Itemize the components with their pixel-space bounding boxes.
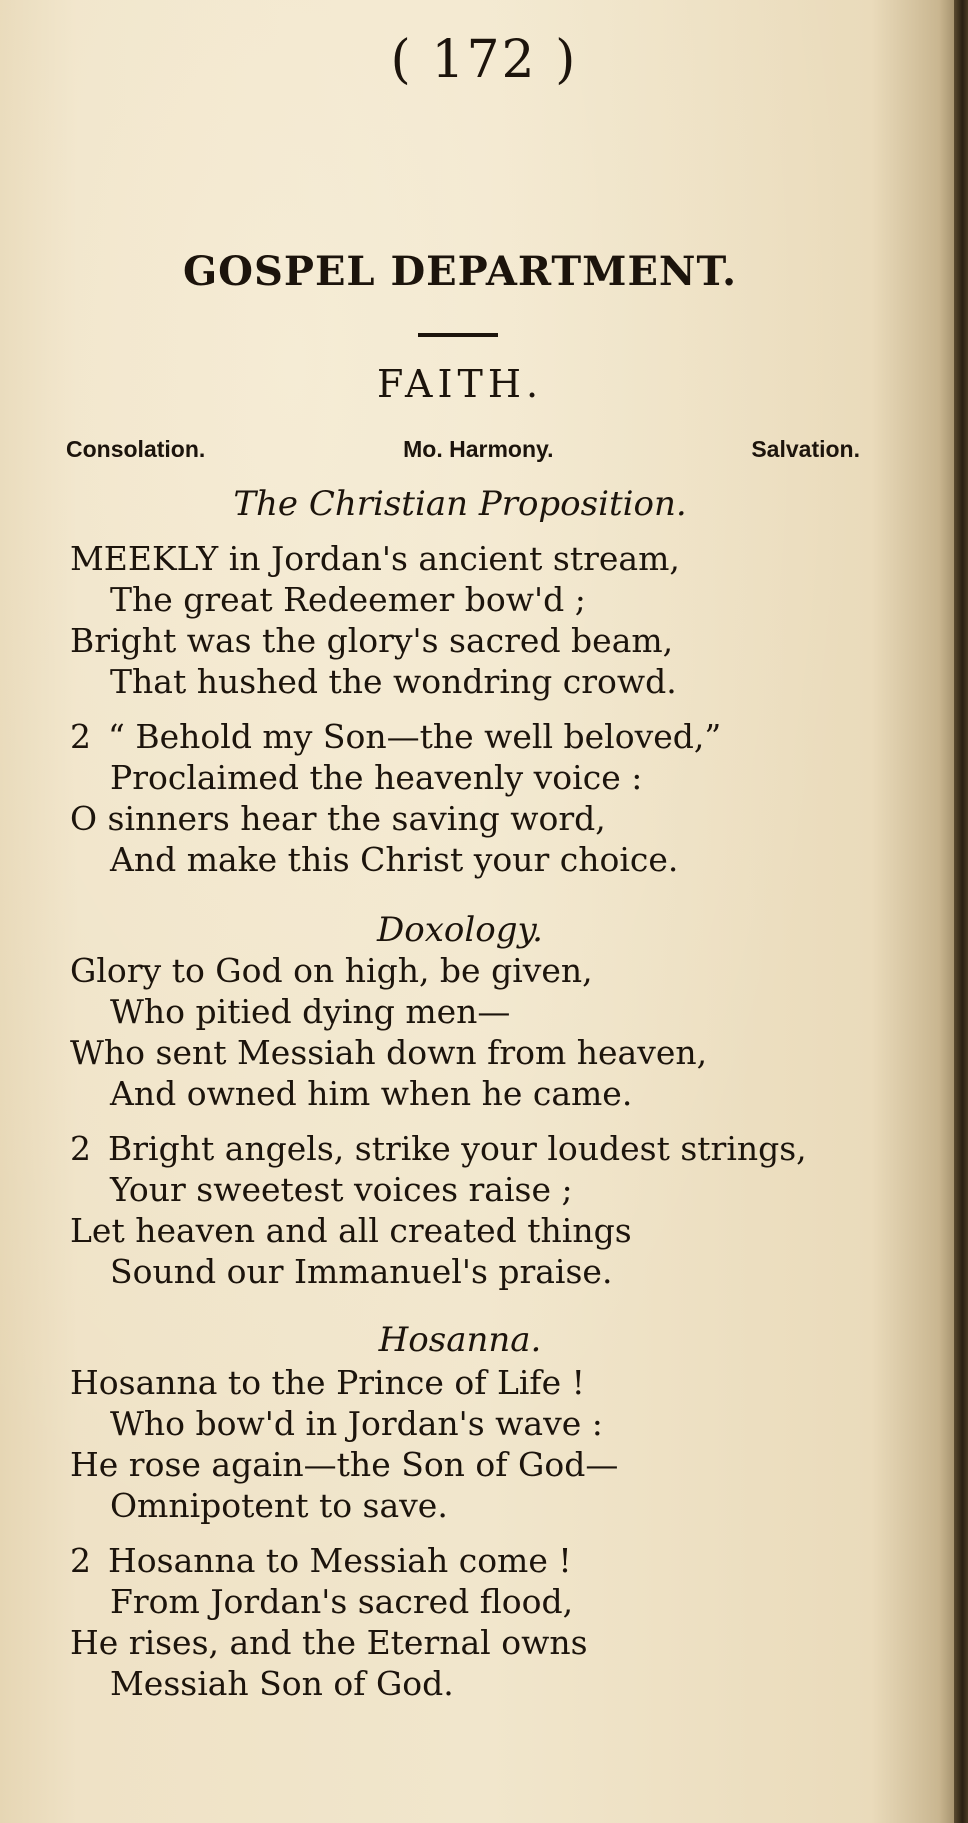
verse-line: And owned him when he came. bbox=[110, 1074, 633, 1113]
verse-line: Proclaimed the heavenly voice : bbox=[110, 758, 643, 797]
hymn-title: Hosanna. bbox=[378, 1320, 542, 1360]
stanza bbox=[70, 1362, 618, 1526]
verse-line: Who pitied dying men— bbox=[110, 992, 511, 1031]
book-spine bbox=[954, 0, 968, 1823]
tune-name: Salvation. bbox=[751, 436, 860, 462]
verse-line: Who sent Messiah down from heaven, bbox=[70, 1033, 708, 1072]
verse-line: Who bow'd in Jordan's wave : bbox=[110, 1404, 603, 1443]
stanza bbox=[70, 1540, 588, 1704]
verse-line: MEEKLY in Jordan's ancient stream, bbox=[70, 539, 680, 578]
stanza bbox=[70, 716, 721, 880]
verse-line: The great Redeemer bow'd ; bbox=[110, 580, 586, 619]
verse-line: 2 Hosanna to Messiah come ! bbox=[70, 1541, 572, 1580]
verse-line: From Jordan's sacred flood, bbox=[110, 1582, 574, 1621]
verse-line: Messiah Son of God. bbox=[110, 1664, 454, 1703]
verse-line: 2 Bright angels, strike your loudest strings, bbox=[70, 1129, 807, 1168]
stanza-number: 2 bbox=[70, 1541, 91, 1580]
title-rule bbox=[418, 333, 498, 337]
department-title: GOSPEL DEPARTMENT. bbox=[182, 248, 738, 295]
section-title: FAITH. bbox=[376, 362, 544, 406]
page-number: ( 172 ) bbox=[390, 30, 578, 90]
stanza-number: 2 bbox=[70, 717, 91, 756]
verse-line: That hushed the wondring crowd. bbox=[110, 662, 677, 701]
hymn-title: The Christian Proposition. bbox=[233, 484, 687, 524]
stanza bbox=[70, 538, 680, 702]
verse-line: Sound our Immanuel's praise. bbox=[110, 1252, 613, 1291]
verse-line: Omnipotent to save. bbox=[110, 1486, 448, 1525]
tune-name: Consolation. bbox=[66, 436, 206, 462]
verse-line: 2 “ Behold my Son—the well beloved,” bbox=[70, 717, 722, 756]
verse-line: He rose again—the Son of God— bbox=[70, 1445, 619, 1484]
stanza-number: 2 bbox=[70, 1129, 91, 1168]
verse-line: Glory to God on high, be given, bbox=[70, 951, 593, 990]
verse-line: Your sweetest voices raise ; bbox=[110, 1170, 573, 1209]
verse-line: And make this Christ your choice. bbox=[110, 840, 679, 879]
stanza bbox=[70, 1128, 807, 1292]
hymn-title: Doxology. bbox=[377, 910, 543, 950]
verse-line: Bright was the glory's sacred beam, bbox=[70, 621, 674, 660]
verse-line: He rises, and the Eternal owns bbox=[70, 1623, 588, 1662]
verse-line: Let heaven and all created things bbox=[70, 1211, 632, 1250]
verse-line: O sinners hear the saving word, bbox=[70, 799, 606, 838]
tune-name: Mo. Harmony. bbox=[403, 436, 554, 462]
stanza bbox=[70, 950, 707, 1114]
tune-names bbox=[66, 436, 860, 463]
verse-line: Hosanna to the Prince of Life ! bbox=[70, 1363, 585, 1402]
